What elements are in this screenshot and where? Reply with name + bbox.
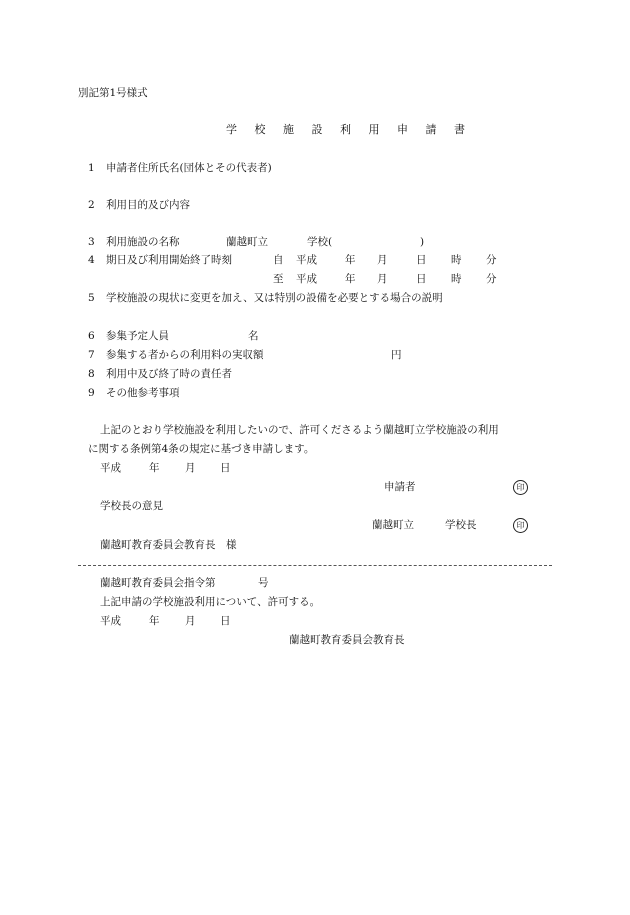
item-6-unit: 名 xyxy=(248,330,259,342)
form-title: 学 校 施 設 利 用 申 請 書 xyxy=(226,123,472,136)
permit-date-year: 年 xyxy=(149,615,160,627)
item-3-town: 蘭越町立 xyxy=(226,236,268,248)
item-6-number: 6 xyxy=(88,330,95,342)
permit-text: 上記申請の学校施設利用について、許可する。 xyxy=(100,596,321,608)
date-era: 平成 xyxy=(100,462,121,474)
item-5-text: 学校施設の現状に変更を加え、又は特別の設備を必要とする場合の説明 xyxy=(106,292,443,304)
date-day: 日 xyxy=(220,462,231,474)
to-day: 日 xyxy=(416,273,427,285)
principal-town: 蘭越町立 xyxy=(372,519,414,531)
principal-opinion-label: 学校長の意見 xyxy=(100,500,163,512)
to-year: 年 xyxy=(345,273,356,285)
item-7-text: 参集する者からの利用料の実収額 xyxy=(106,349,264,361)
from-label: 自 xyxy=(273,254,284,266)
from-year: 年 xyxy=(345,254,356,266)
request-body-line-1: 上記のとおり学校施設を利用したいので、許可くださるよう蘭越町立学校施設の利用 xyxy=(100,424,499,436)
item-3-text: 利用施設の名称 xyxy=(106,236,180,248)
item-1-text: 申請者住所氏名(団体とその代表者) xyxy=(106,162,272,174)
permit-date-era: 平成 xyxy=(100,615,121,627)
to-era: 平成 xyxy=(296,273,317,285)
from-minute: 分 xyxy=(486,254,497,266)
to-minute: 分 xyxy=(486,273,497,285)
directive-label: 蘭越町教育委員会指令第 xyxy=(100,577,216,589)
principal-seal: 印 xyxy=(513,518,528,533)
item-3-school: 学校( xyxy=(307,236,333,248)
item-7-unit: 円 xyxy=(391,349,402,361)
addressee: 蘭越町教育委員会教育長 様 xyxy=(100,539,237,551)
cut-line-divider xyxy=(78,565,552,566)
from-era: 平成 xyxy=(296,254,317,266)
to-label: 至 xyxy=(273,273,284,285)
item-1-number: 1 xyxy=(88,162,95,174)
item-4-number: 4 xyxy=(88,254,95,266)
date-month: 月 xyxy=(185,462,196,474)
item-7-number: 7 xyxy=(88,349,95,361)
item-3-number: 3 xyxy=(88,236,95,248)
issuer: 蘭越町教育委員会教育長 xyxy=(289,634,405,646)
applicant-label: 申請者 xyxy=(384,481,416,493)
item-6-text: 参集予定人員 xyxy=(106,330,169,342)
from-day: 日 xyxy=(416,254,427,266)
item-5-number: 5 xyxy=(88,292,95,304)
permit-date-month: 月 xyxy=(185,615,196,627)
item-2-text: 利用目的及び内容 xyxy=(106,199,190,211)
from-hour: 時 xyxy=(451,254,462,266)
applicant-seal: 印 xyxy=(513,480,528,495)
from-month: 月 xyxy=(377,254,388,266)
item-8-text: 利用中及び終了時の責任者 xyxy=(106,368,232,380)
to-hour: 時 xyxy=(451,273,462,285)
item-4-text: 期日及び利用開始終了時刻 xyxy=(106,254,232,266)
item-9-text: その他参考事項 xyxy=(106,387,180,399)
item-2-number: 2 xyxy=(88,199,95,211)
directive-number-label: 号 xyxy=(258,577,269,589)
permit-date-day: 日 xyxy=(220,615,231,627)
request-body-line-2: に関する条例第4条の規定に基づき申請します。 xyxy=(88,443,315,455)
form-label: 別記第1号様式 xyxy=(78,87,148,99)
item-8-number: 8 xyxy=(88,368,95,380)
item-3-close-paren: ) xyxy=(420,236,425,248)
date-year: 年 xyxy=(149,462,160,474)
to-month: 月 xyxy=(377,273,388,285)
item-9-number: 9 xyxy=(88,387,95,399)
principal-label: 学校長 xyxy=(445,519,477,531)
